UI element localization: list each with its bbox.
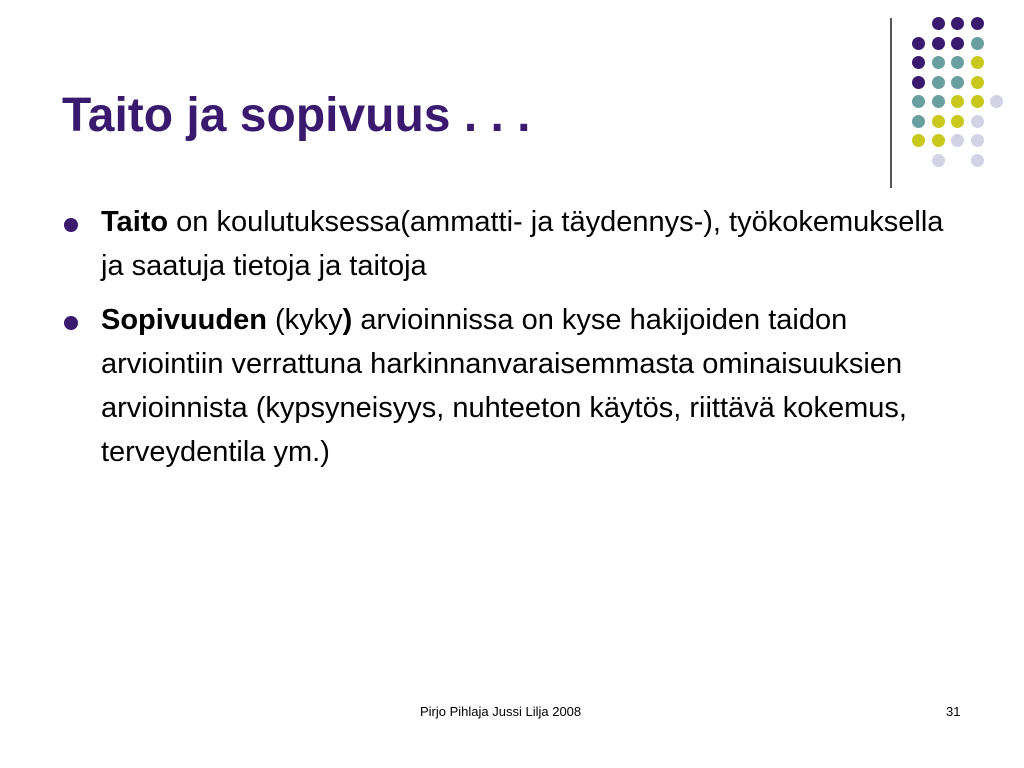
- grid-dot: [951, 37, 964, 50]
- bullet-item-sopivuus: [62, 298, 962, 474]
- grid-dot: [912, 37, 925, 50]
- bullet-bold-paren: ): [342, 304, 353, 336]
- divider-line: [890, 18, 892, 188]
- grid-dot: [951, 17, 964, 30]
- grid-dot: [932, 17, 945, 30]
- grid-dot: [932, 115, 945, 128]
- grid-dot: [912, 115, 925, 128]
- bullet-bold-term: Taito: [101, 206, 169, 238]
- grid-dot: [912, 76, 925, 89]
- grid-dot: [971, 95, 984, 108]
- bullet-body: on koulutuksessa(ammatti- ja täydennys-), työkokemuksella ja saatuja tietoja ja taitoja: [101, 206, 944, 282]
- grid-dot: [951, 76, 964, 89]
- grid-dot: [951, 134, 964, 147]
- grid-dot: [990, 95, 1003, 108]
- bullet-body: arvioinnissa on kyse hakijoiden taidon arviointiin verrattuna harkinnanvaraisemmasta ominaisuuksien arvioinnista (kypsyneisyys, nuhteeton käytös, riittävä kokemus, terveydentila ym.): [101, 304, 907, 468]
- grid-dot: [932, 154, 945, 167]
- grid-dot: [971, 154, 984, 167]
- bullet-item-taito: [62, 200, 962, 288]
- grid-dot: [951, 95, 964, 108]
- grid-dot: [951, 56, 964, 69]
- grid-dot: [971, 115, 984, 128]
- page-number: 31: [946, 704, 961, 719]
- footer-author: Pirjo Pihlaja Jussi Lilja 2008: [420, 704, 582, 719]
- grid-dot: [932, 56, 945, 69]
- bullet-icon: [64, 218, 78, 232]
- grid-dot: [971, 76, 984, 89]
- grid-dot: [912, 56, 925, 69]
- bullet-body-part: (kyky: [266, 304, 343, 336]
- grid-dot: [912, 134, 925, 147]
- grid-dot: [912, 95, 925, 108]
- grid-dot: [971, 37, 984, 50]
- grid-dot: [951, 115, 964, 128]
- grid-dot: [932, 76, 945, 89]
- bullet-text: [101, 298, 962, 474]
- grid-dot: [971, 17, 984, 30]
- grid-dot: [971, 56, 984, 69]
- slide-title: Taito ja sopivuus . . .: [62, 89, 531, 142]
- grid-dot: [932, 37, 945, 50]
- grid-dot: [932, 95, 945, 108]
- grid-dot: [971, 134, 984, 147]
- bullet-bold-term: Sopivuuden: [101, 304, 267, 336]
- grid-dot: [932, 134, 945, 147]
- bullet-list: [62, 200, 962, 484]
- bullet-text: [101, 200, 962, 288]
- bullet-icon: [64, 316, 78, 330]
